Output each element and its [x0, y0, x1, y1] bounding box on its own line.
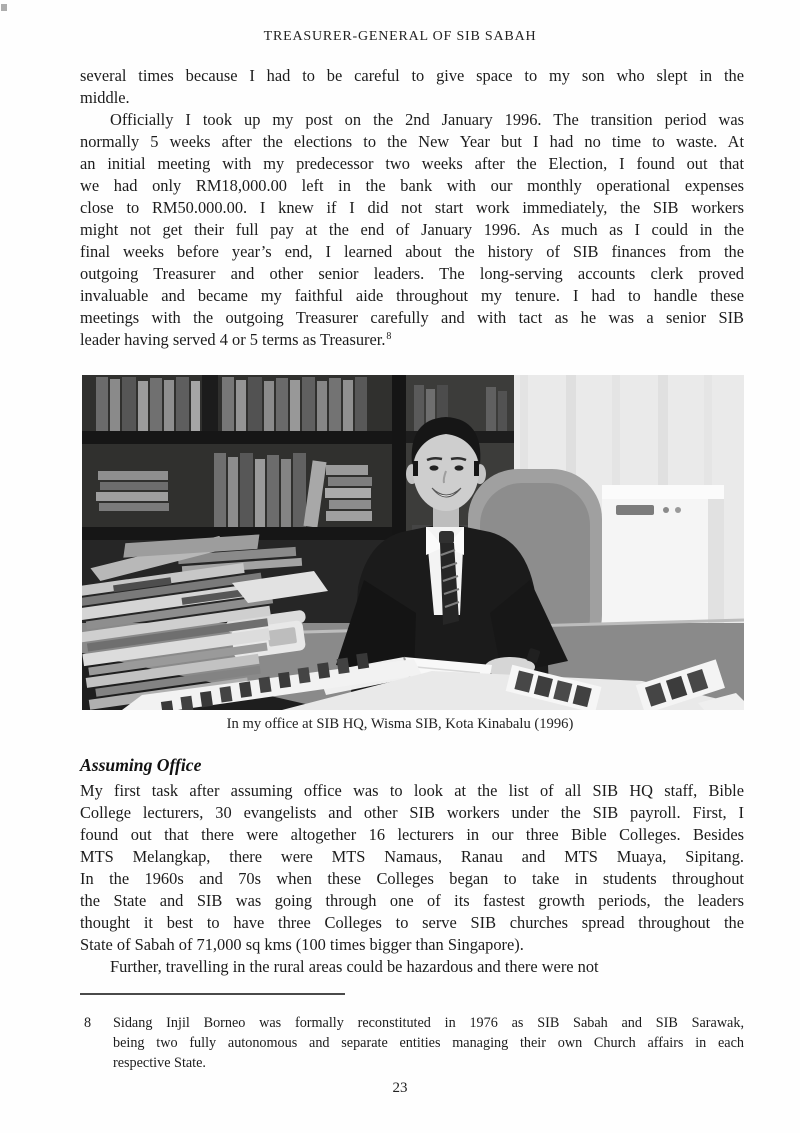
- text-line: My first task after assuming office was to look at the list of all SIB HQ staff, Bible: [80, 781, 744, 800]
- text-line: final weeks before year’s end, I learned about the history of SIB finances from the: [80, 242, 744, 261]
- scan-artifact: [1, 4, 7, 11]
- footnote-reference: 8: [386, 330, 392, 342]
- text-line: Sidang Injil Borneo was formally reconstituted in 1976 as SIB Sabah and SIB Sarawak,: [113, 1015, 744, 1031]
- text-line: thought it best to have three Colleges to serve SIB churches spread throughout the: [80, 913, 744, 932]
- text-line: invaluable and became my faithful aide throughout my tenure. I had to handle these: [80, 286, 744, 305]
- text-line: several times because I had to be careful to give space to my son who slept in the: [80, 66, 744, 85]
- footnote: [80, 1013, 744, 1073]
- text-line: being two fully autonomous and separate entities managing their own Church affairs in each: [113, 1035, 744, 1051]
- footnote-number: 8: [84, 1015, 92, 1031]
- photo-caption: In my office at SIB HQ, Wisma SIB, Kota Kinabalu (1996): [226, 716, 574, 732]
- footnote-separator: [80, 993, 345, 995]
- text-line: an initial meeting with my predecessor two weeks after the Election, I found out that: [80, 154, 744, 173]
- text-line: MTS Melangkap, there were MTS Namaus, Ranau and MTS Muaya, Sipitang.: [80, 847, 744, 866]
- office-photo: [82, 375, 744, 710]
- text-line: In the 1960s and 70s when these Colleges began to take in students throughout: [80, 869, 744, 888]
- text-line: found out that there were altogether 16 lecturers in our three Bible Colleges. Besides: [80, 825, 744, 844]
- body-text-top: [80, 65, 744, 351]
- text-line: respective State.: [113, 1055, 206, 1071]
- text-line: meetings with the outgoing Treasurer carefully and with tact as he was a senior SIB: [80, 308, 744, 327]
- running-header: TREASURER-GENERAL OF SIB SABAH: [263, 29, 537, 44]
- text-line: [80, 329, 744, 351]
- footnote-text: [113, 1013, 744, 1073]
- text-line: we had only RM18,000.00 left in the bank with our monthly operational expenses: [80, 176, 744, 195]
- text-line: Officially I took up my post on the 2nd January 1996. The transition period was: [110, 110, 744, 129]
- section-heading: Assuming Office: [80, 755, 202, 775]
- text-line: State of Sabah of 71,000 sq kms (100 times bigger than Singapore).: [80, 935, 524, 954]
- text-line: outgoing Treasurer and other senior leaders. The long-serving accounts clerk proved: [80, 264, 744, 283]
- text-line: College lecturers, 30 evangelists and other SIB workers under the SIB payroll. First, I: [80, 803, 744, 822]
- text-line: close to RM50.000.00. I knew if I did not start work immediately, the SIB workers: [80, 198, 744, 217]
- text-line: normally 5 weeks after the elections to the New Year but I had no time to waste. At: [80, 132, 744, 151]
- text-line: middle.: [80, 88, 130, 107]
- text-line: might not get their full pay at the end of January 1996. As much as I could in the: [80, 220, 744, 239]
- page-number: 23: [392, 1080, 408, 1096]
- section-assuming-office: [80, 753, 744, 978]
- text-line: the State and SIB was going through one of its fastest growth periods, the leaders: [80, 891, 744, 910]
- text-line-fragment: leader having served 4 or 5 terms as Treasurer.: [80, 330, 386, 349]
- text-line: Further, travelling in the rural areas could be hazardous and there were not: [110, 957, 599, 976]
- office-photo-illustration: [82, 375, 744, 710]
